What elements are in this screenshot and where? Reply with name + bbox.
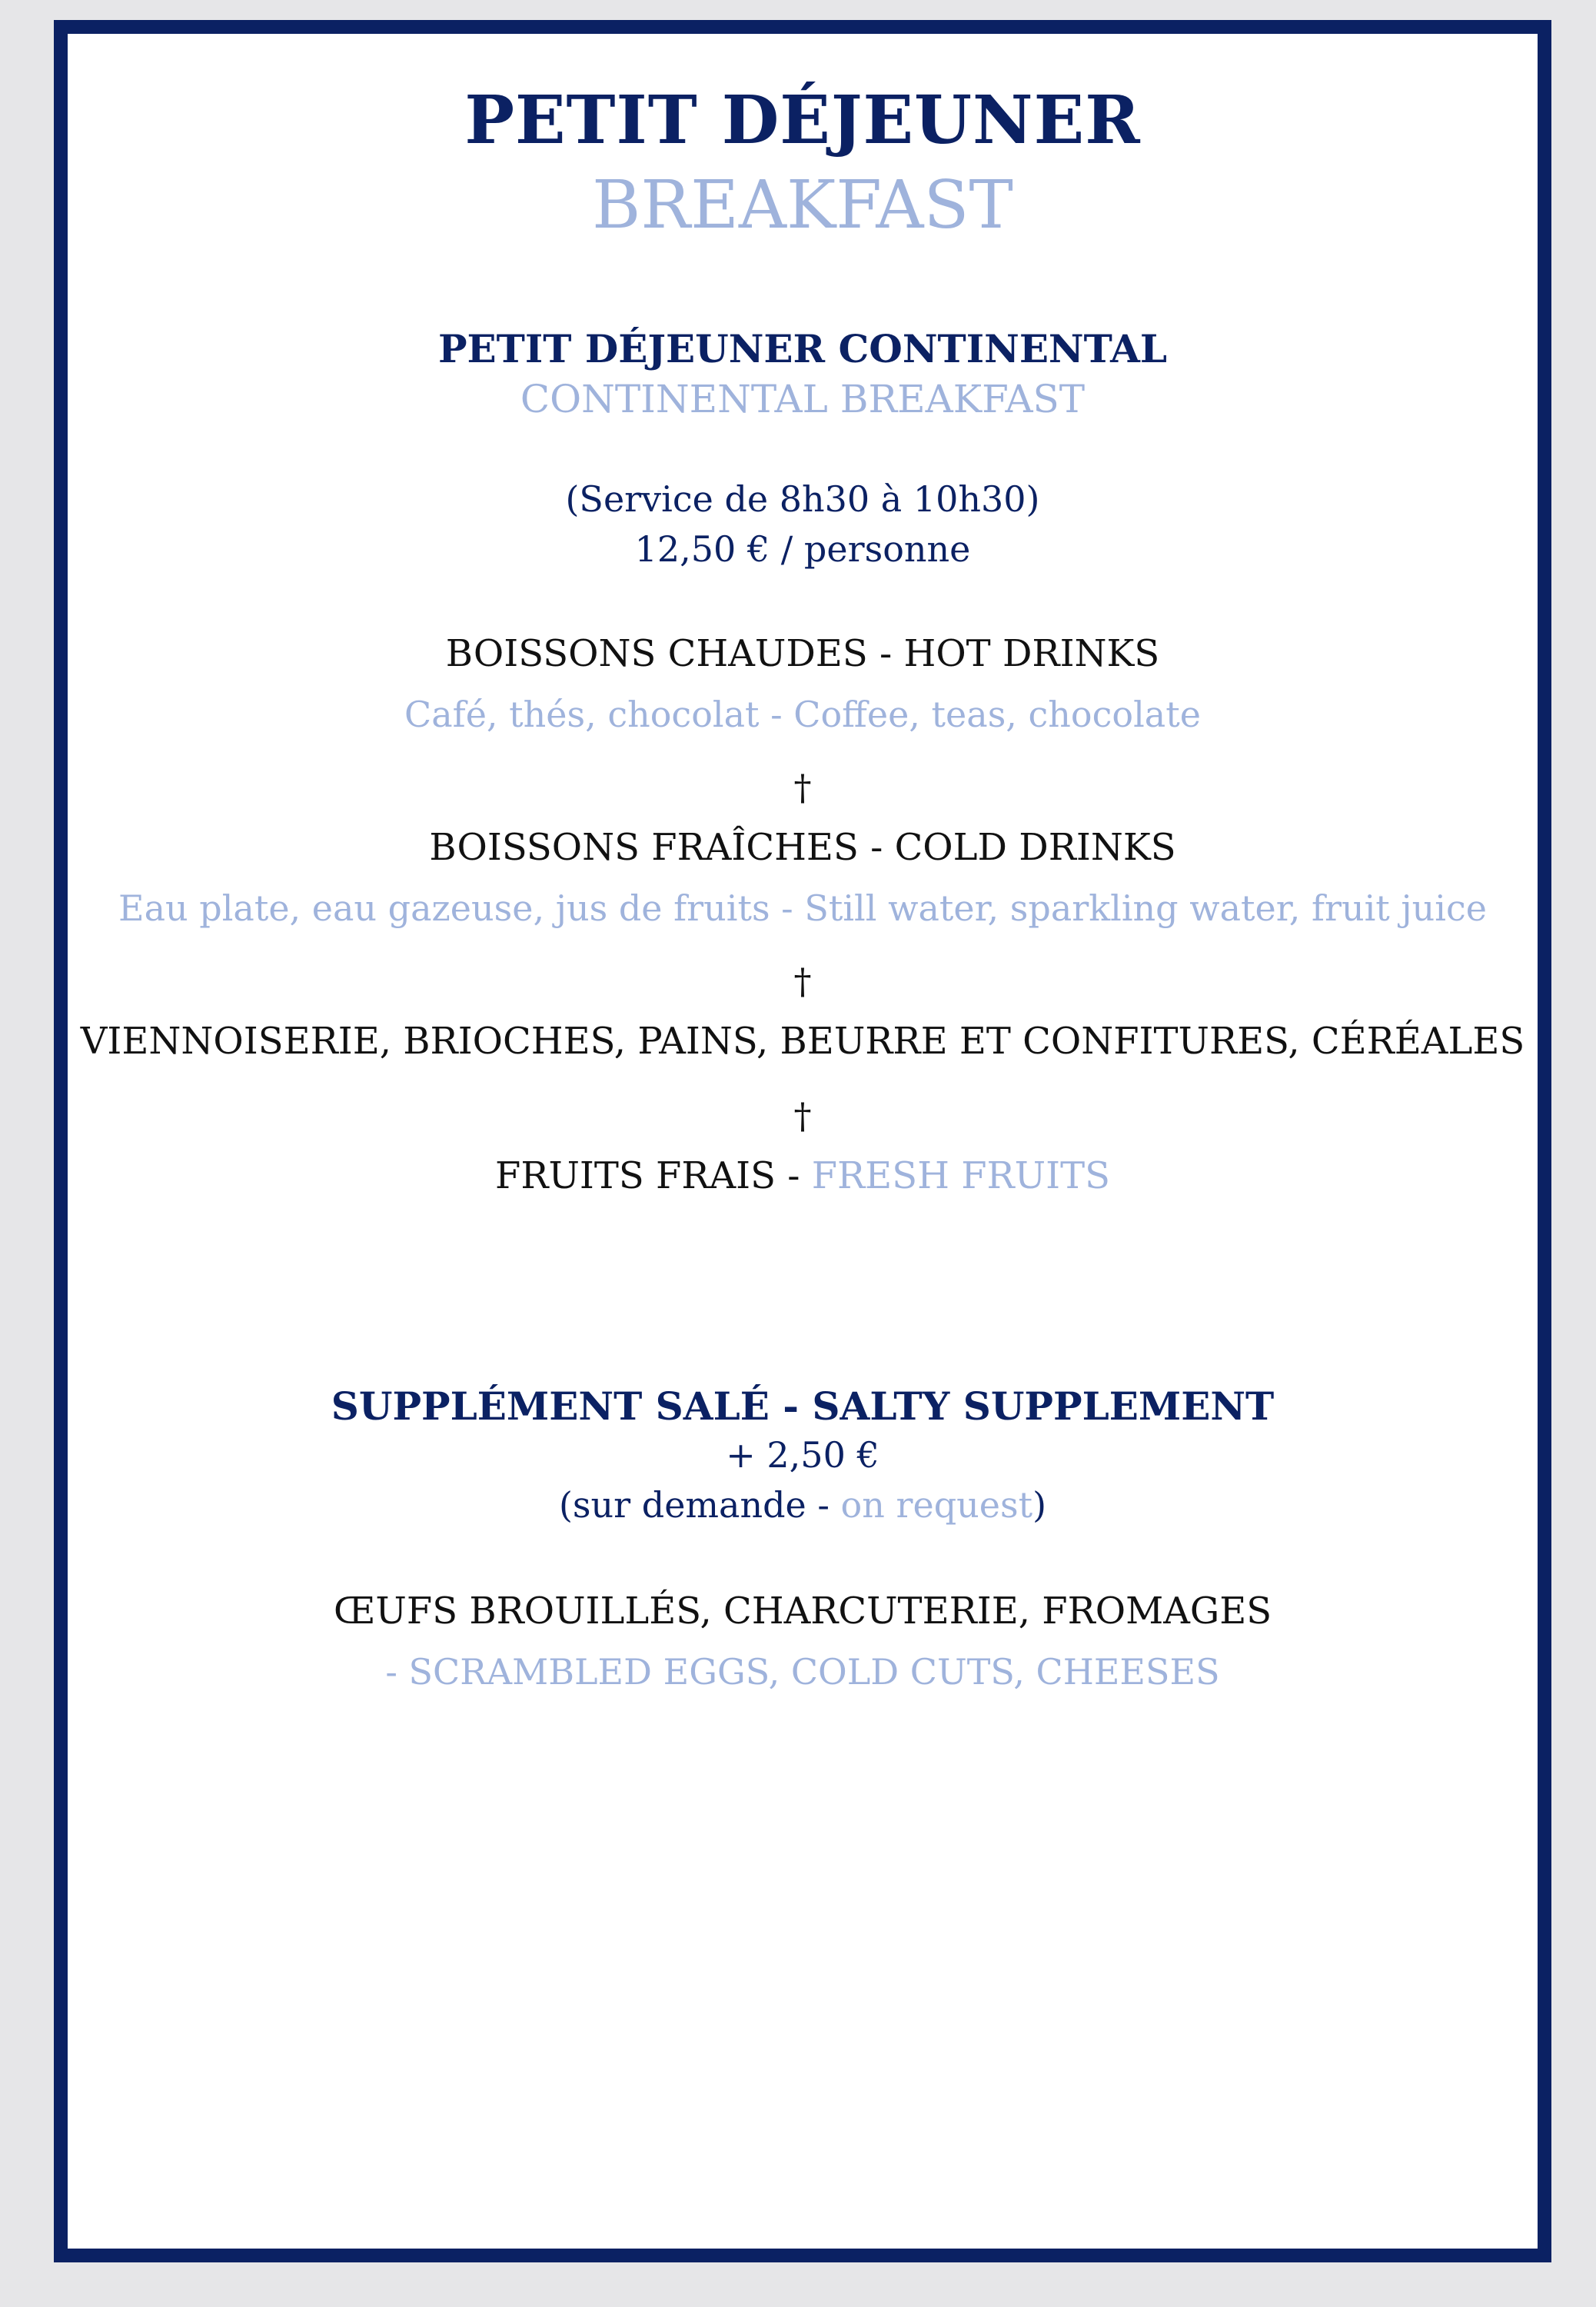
cold-drinks-description: Eau plate, eau gazeuse, jus de fruits - Still water, sparkling water, fruit juice — [118, 887, 1487, 929]
supplement-note — [68, 1484, 1538, 1526]
menu-title: PETIT DÉJEUNER — [464, 82, 1141, 159]
supplement-items-en: - SCRAMBLED EGGS, COLD CUTS, CHEESES — [385, 1651, 1220, 1693]
supplement-note-en: on request — [840, 1484, 1033, 1526]
supplement-price: + 2,50 € — [726, 1434, 879, 1476]
cold-drinks-label: BOISSONS FRAÎCHES - COLD DRINKS — [429, 826, 1176, 869]
bakery-label: VIENNOISERIE, BRIOCHES, PAINS, BEURRE ET CONFITURES, CÉRÉALES — [80, 1020, 1525, 1063]
hot-drinks-description: Café, thés, chocolat - Coffee, teas, chocolate — [404, 694, 1201, 735]
supplement-note-open: (sur demande - — [558, 1484, 841, 1526]
supplement-heading: SUPPLÉMENT SALÉ - SALTY SUPPLEMENT — [331, 1383, 1275, 1429]
continental-heading-fr: PETIT DÉJEUNER CONTINENTAL — [437, 326, 1168, 371]
continental-price: 12,50 € / personne — [634, 528, 971, 570]
supplement-items-fr: ŒUFS BROUILLÉS, CHARCUTERIE, FROMAGES — [333, 1590, 1272, 1633]
fresh-fruits-label-fr: FRUITS FRAIS - — [495, 1154, 812, 1197]
separator-dagger: † — [793, 767, 812, 808]
separator-dagger: † — [793, 960, 812, 1002]
hot-drinks-label: BOISSONS CHAUDES - HOT DRINKS — [445, 632, 1160, 675]
separator-dagger: † — [793, 1095, 812, 1137]
menu-subtitle: BREAKFAST — [592, 167, 1013, 244]
fresh-fruits-label-en: FRESH FRUITS — [811, 1154, 1110, 1197]
menu-card — [54, 20, 1551, 2262]
supplement-note-close: ) — [1032, 1484, 1047, 1526]
fresh-fruits-line — [68, 1154, 1538, 1197]
continental-heading-en: CONTINENTAL BREAKFAST — [520, 377, 1086, 421]
service-hours: (Service de 8h30 à 10h30) — [565, 478, 1040, 520]
